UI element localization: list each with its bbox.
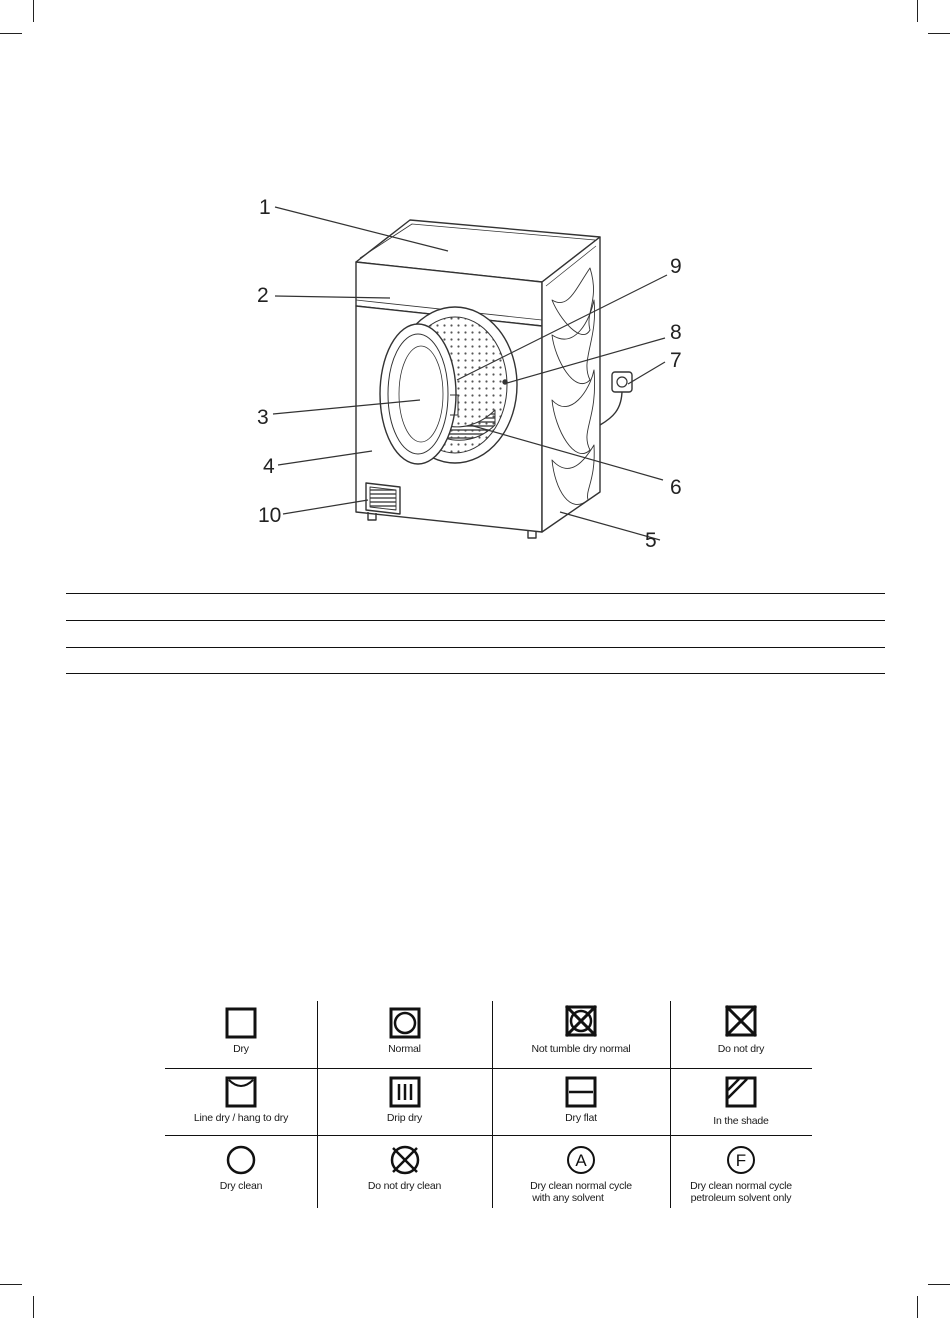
- care-label: Dry clean: [219, 1180, 263, 1192]
- dry-clean-petroleum-icon: [725, 1144, 757, 1176]
- care-label: [690, 1180, 792, 1204]
- care-cell-do-not-dry: [670, 1003, 812, 1055]
- solvent-letter: F: [735, 1151, 747, 1170]
- crop-mark: [928, 1284, 950, 1285]
- dry-flat-icon: [565, 1076, 597, 1108]
- solvent-letter: A: [575, 1151, 587, 1170]
- care-label: Not tumble dry normal: [531, 1043, 631, 1055]
- callout-3: 3: [257, 406, 269, 429]
- care-label-line: with any solvent: [532, 1192, 604, 1204]
- care-cell-line-dry: [165, 1076, 317, 1124]
- callout-6: 6: [670, 476, 682, 499]
- line-dry-icon: [225, 1076, 257, 1108]
- table-divider: [165, 1068, 812, 1069]
- crop-mark: [917, 1296, 918, 1318]
- care-cell-dry-flat: [492, 1076, 670, 1124]
- horizontal-rule: [66, 673, 885, 674]
- care-cell-dry-clean: [165, 1144, 317, 1192]
- do-not-dry-icon: [723, 1003, 759, 1039]
- care-label: Do not dry: [717, 1043, 765, 1055]
- care-cell-in-shade: [670, 1076, 812, 1127]
- care-label: Drip dry: [386, 1112, 423, 1124]
- care-label: Normal: [388, 1043, 421, 1055]
- care-label-line: petroleum solvent only: [690, 1192, 792, 1204]
- dry-clean-icon: [225, 1144, 257, 1176]
- drip-dry-icon: [389, 1076, 421, 1108]
- callout-2: 2: [257, 284, 269, 307]
- callout-5: 5: [645, 529, 657, 552]
- do-not-tumble-dry-icon: [563, 1003, 599, 1039]
- care-label: Dry: [233, 1043, 249, 1055]
- care-label-line: Dry clean normal cycle: [690, 1180, 792, 1192]
- crop-mark: [33, 1296, 34, 1318]
- horizontal-rule: [66, 593, 885, 594]
- callout-9: 9: [670, 255, 682, 278]
- horizontal-rule: [66, 620, 885, 621]
- care-symbols-table: [165, 1001, 812, 1208]
- table-divider: [165, 1135, 812, 1136]
- do-not-dry-clean-icon: [389, 1144, 421, 1176]
- callout-1: 1: [259, 196, 271, 219]
- care-label: Dry flat: [565, 1112, 597, 1124]
- care-cell-do-not-dry-clean: [317, 1144, 492, 1192]
- care-label-line: Dry clean normal cycle: [530, 1180, 632, 1192]
- care-cell-normal: [317, 1007, 492, 1055]
- care-cell-dry: [165, 1007, 317, 1055]
- callout-7: 7: [670, 349, 682, 372]
- care-cell-petroleum-solvent: [670, 1144, 812, 1204]
- horizontal-rule: [66, 647, 885, 648]
- care-label: Line dry / hang to dry: [193, 1112, 289, 1124]
- square-icon: [225, 1007, 257, 1039]
- care-cell-drip-dry: [317, 1076, 492, 1124]
- crop-mark: [0, 1284, 22, 1285]
- care-label: In the shade: [713, 1115, 769, 1127]
- dry-in-shade-icon: [725, 1076, 757, 1108]
- callout-10: 10: [258, 504, 282, 527]
- care-cell-not-tumble: [492, 1003, 670, 1055]
- care-label: Do not dry clean: [367, 1180, 442, 1192]
- care-label: [530, 1180, 632, 1204]
- callout-4: 4: [263, 455, 275, 478]
- tumble-dry-normal-icon: [389, 1007, 421, 1039]
- dryer-diagram: [0, 0, 950, 580]
- dry-clean-any-solvent-icon: [565, 1144, 597, 1176]
- care-cell-any-solvent: [492, 1144, 670, 1204]
- callout-8: 8: [670, 321, 682, 344]
